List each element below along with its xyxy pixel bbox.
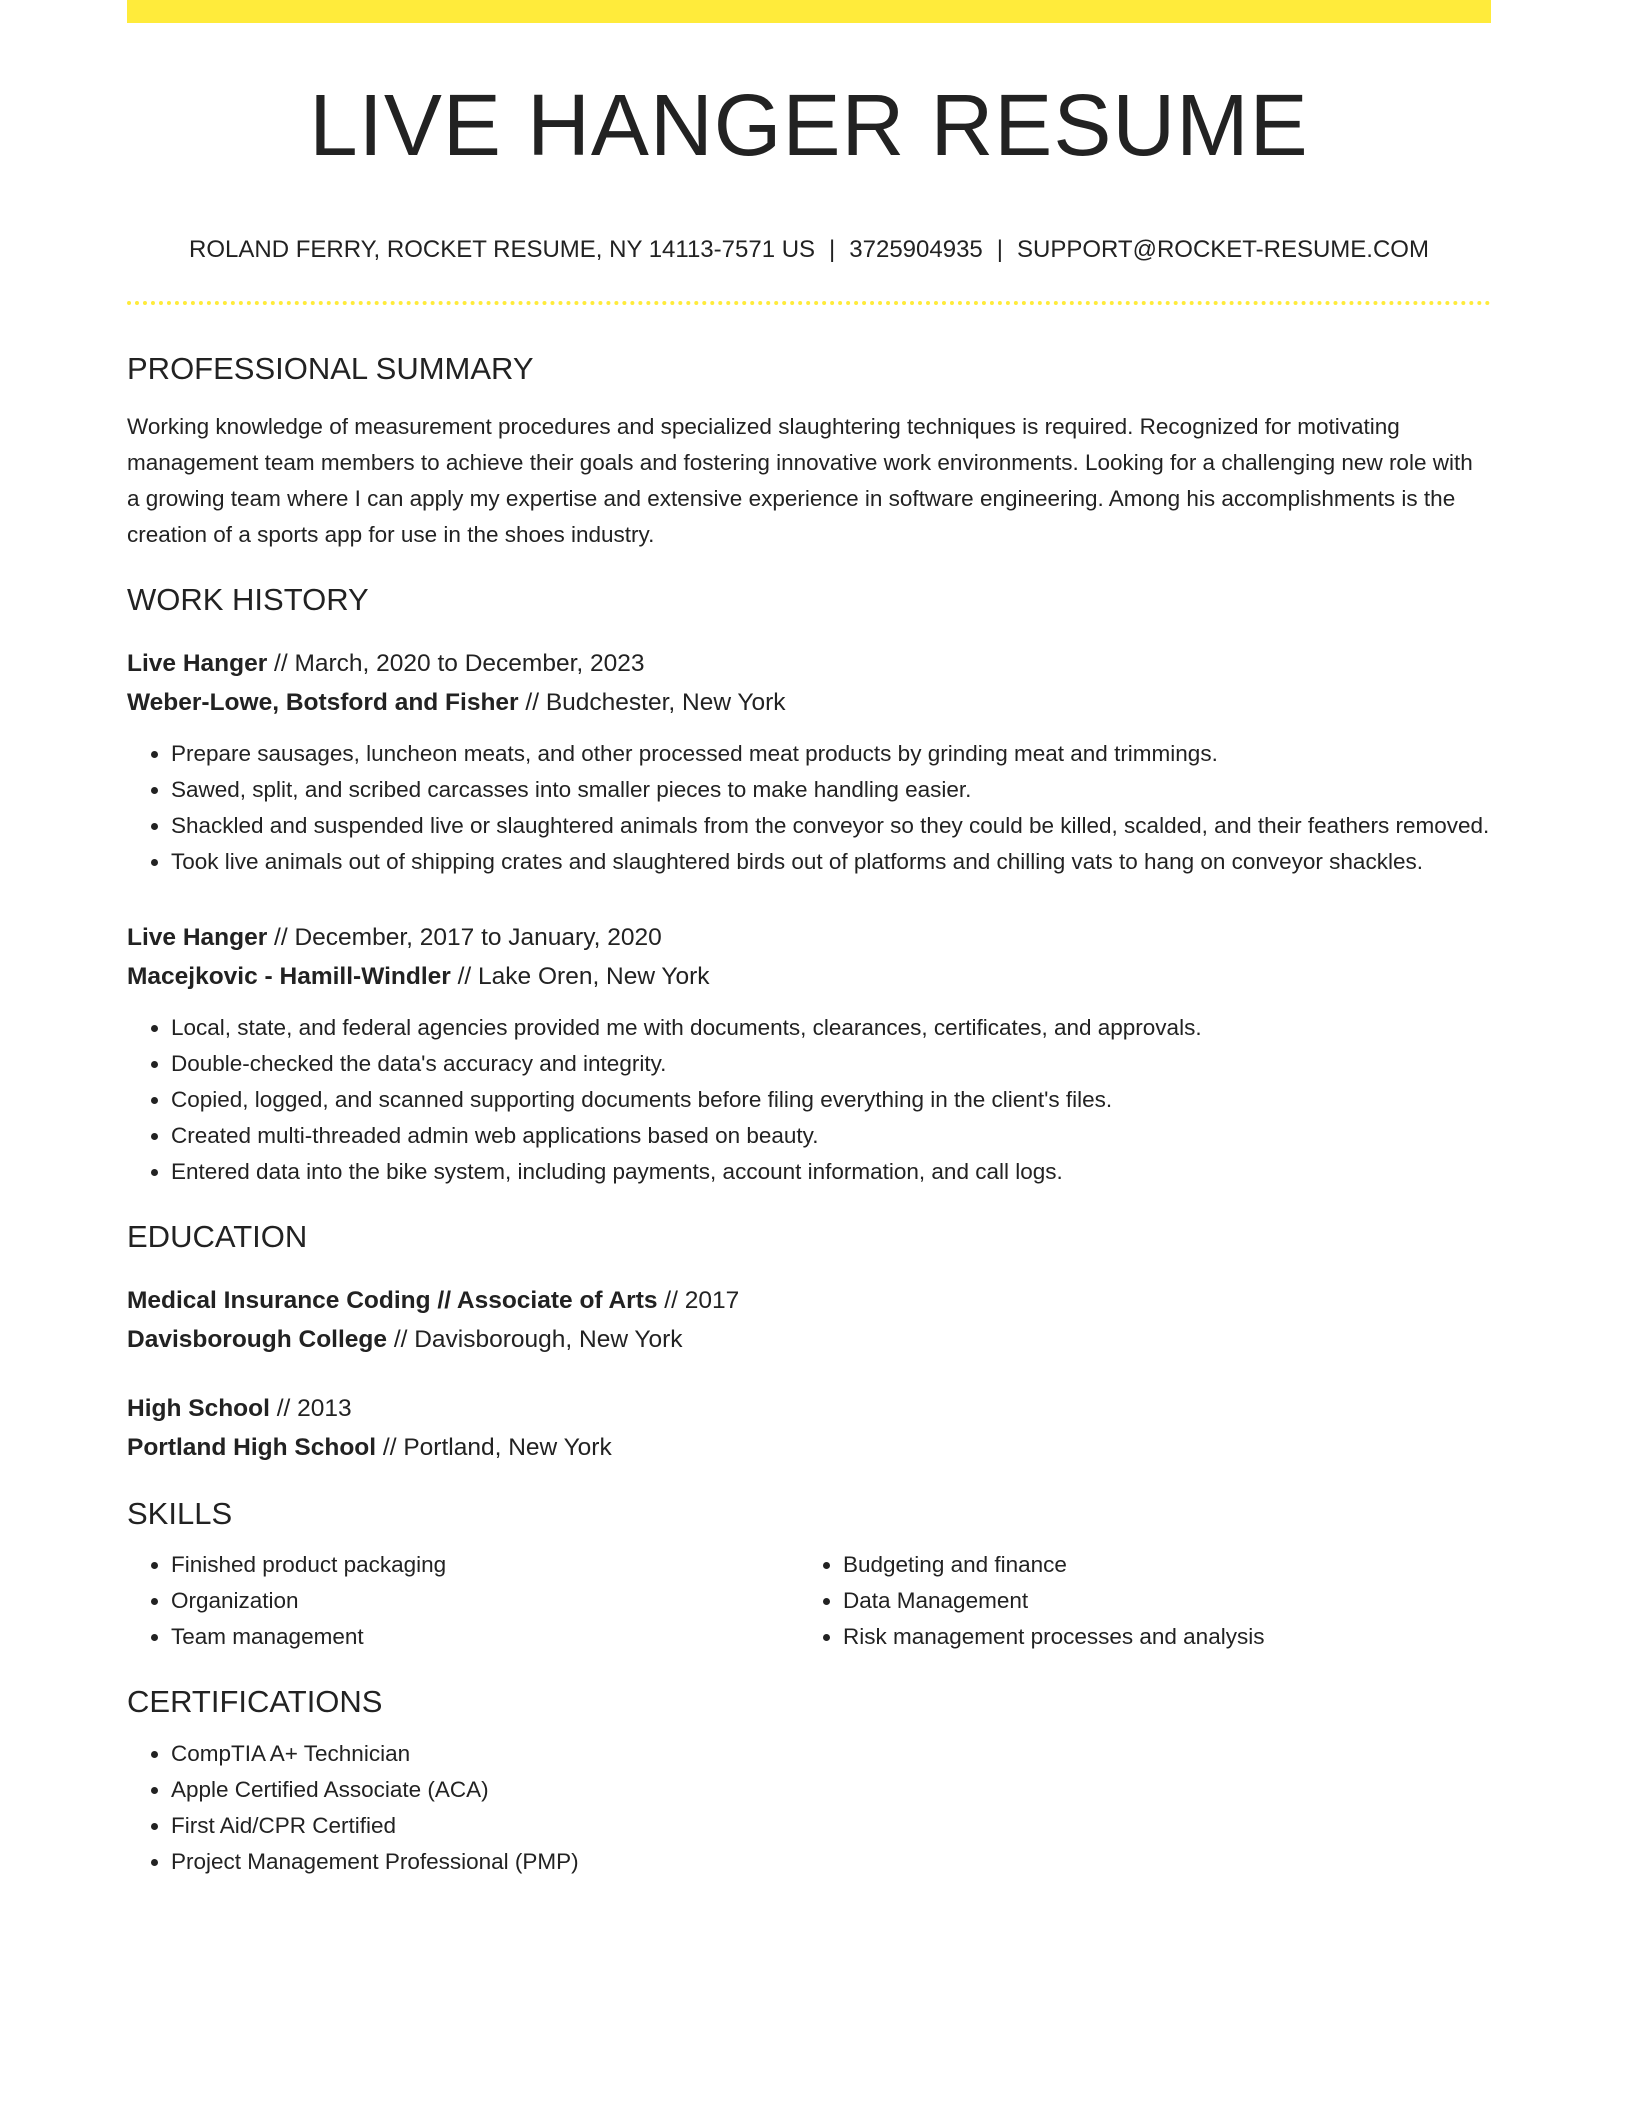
skills-columns	[127, 1547, 1491, 1655]
job-company-line	[127, 683, 1491, 722]
skill-item: • Finished product packaging	[171, 1547, 799, 1583]
education-school-line	[127, 1428, 1491, 1467]
section-heading-skills: SKILLS	[127, 1496, 233, 1532]
job-bullet: • Created multi-threaded admin web applications based on beauty.	[171, 1118, 1491, 1154]
job-bullet: • Entered data into the bike system, including payments, account information, and call logs.	[171, 1154, 1491, 1190]
education-location: // Davisborough, New York	[387, 1326, 683, 1354]
job-entry	[127, 644, 1491, 880]
job-bullets	[127, 736, 1491, 880]
skill-item: • Risk management processes and analysis	[843, 1619, 1471, 1655]
certification-item: • Project Management Professional (PMP)	[171, 1844, 1491, 1880]
job-company: Macejkovic - Hamill-Windler	[127, 963, 451, 991]
contact-phone: 3725904935	[849, 236, 983, 263]
education-degree-line	[127, 1281, 1491, 1320]
job-title-line	[127, 918, 1491, 957]
accent-bar	[127, 0, 1491, 23]
education-school: Davisborough College	[127, 1326, 388, 1354]
job-title: Live Hanger	[127, 650, 268, 678]
job-dates: // March, 2020 to December, 2023	[267, 650, 645, 678]
job-title-line	[127, 644, 1491, 683]
contact-separator: |	[996, 236, 1003, 263]
education-degree: Medical Insurance Coding // Associate of Arts	[127, 1287, 658, 1315]
education-entry	[127, 1281, 1491, 1359]
job-company-line	[127, 957, 1491, 996]
contact-address: ROLAND FERRY, ROCKET RESUME, NY 14113-7571 US	[189, 236, 816, 263]
education-school: Portland High School	[127, 1434, 377, 1462]
contact-email: SUPPORT@ROCKET-RESUME.COM	[1017, 236, 1429, 263]
job-title: Live Hanger	[127, 924, 268, 952]
education-year: // 2017	[657, 1287, 740, 1315]
job-entry	[127, 918, 1491, 1190]
job-dates: // December, 2017 to January, 2020	[267, 924, 662, 952]
education-degree: High School	[127, 1395, 270, 1423]
resume-title: LIVE HANGER RESUME	[309, 77, 1309, 174]
skill-item: • Organization	[171, 1583, 799, 1619]
contact-line	[127, 236, 1491, 265]
contact-separator: |	[829, 236, 836, 263]
section-heading-certifications: CERTIFICATIONS	[127, 1683, 383, 1719]
job-bullet: • Took live animals out of shipping crates and slaughtered birds out of platforms and chilling vats to hang on conveyor shackles.	[171, 844, 1491, 880]
section-heading-education: EDUCATION	[127, 1219, 308, 1255]
certification-item: • First Aid/CPR Certified	[171, 1808, 1491, 1844]
job-bullet: • Double-checked the data's accuracy and integrity.	[171, 1046, 1491, 1082]
section-heading-summary: PROFESSIONAL SUMMARY	[127, 350, 534, 386]
education-location: // Portland, New York	[376, 1434, 612, 1462]
resume-page	[127, 0, 1491, 1880]
summary-text: Working knowledge of measurement procedures and specialized slaughtering techniques is required. Recognized for motivating management team members to achieve their goals and fostering innovative work environments. Looking for a challenging new role with a growing team where I can apply my expertise and extensive experience in software engineering. Among his accomplishments is the creation of a sports app for use in the shoes industry.	[127, 413, 1473, 547]
job-bullets	[127, 1010, 1491, 1190]
education-degree-line	[127, 1389, 1491, 1428]
job-bullet: • Prepare sausages, luncheon meats, and other processed meat products by grinding meat and trimmings.	[171, 736, 1491, 772]
certification-item: • Apple Certified Associate (ACA)	[171, 1772, 1491, 1808]
job-location: // Lake Oren, New York	[450, 963, 710, 991]
section-heading-work-history: WORK HISTORY	[127, 581, 369, 617]
skill-item: • Team management	[171, 1619, 799, 1655]
job-bullet: • Sawed, split, and scribed carcasses into smaller pieces to make handling easier.	[171, 772, 1491, 808]
education-school-line	[127, 1320, 1491, 1359]
job-company: Weber-Lowe, Botsford and Fisher	[127, 689, 519, 717]
job-bullet: • Local, state, and federal agencies provided me with documents, clearances, certificates, and approvals.	[171, 1010, 1491, 1046]
education-year: // 2013	[269, 1395, 352, 1423]
skill-item: • Budgeting and finance	[843, 1547, 1471, 1583]
skills-list-left	[127, 1547, 799, 1655]
skills-list-right	[799, 1547, 1471, 1655]
skill-item: • Data Management	[843, 1583, 1471, 1619]
job-bullet: • Copied, logged, and scanned supporting documents before filing everything in the client's files.	[171, 1082, 1491, 1118]
certification-item: • CompTIA A+ Technician	[171, 1736, 1491, 1772]
dotted-divider	[127, 301, 1491, 305]
certifications-list	[127, 1736, 1491, 1880]
education-entry	[127, 1389, 1491, 1467]
job-bullet: • Shackled and suspended live or slaughtered animals from the conveyor so they could be killed, scalded, and their feathers removed.	[171, 808, 1491, 844]
job-location: // Budchester, New York	[518, 689, 786, 717]
